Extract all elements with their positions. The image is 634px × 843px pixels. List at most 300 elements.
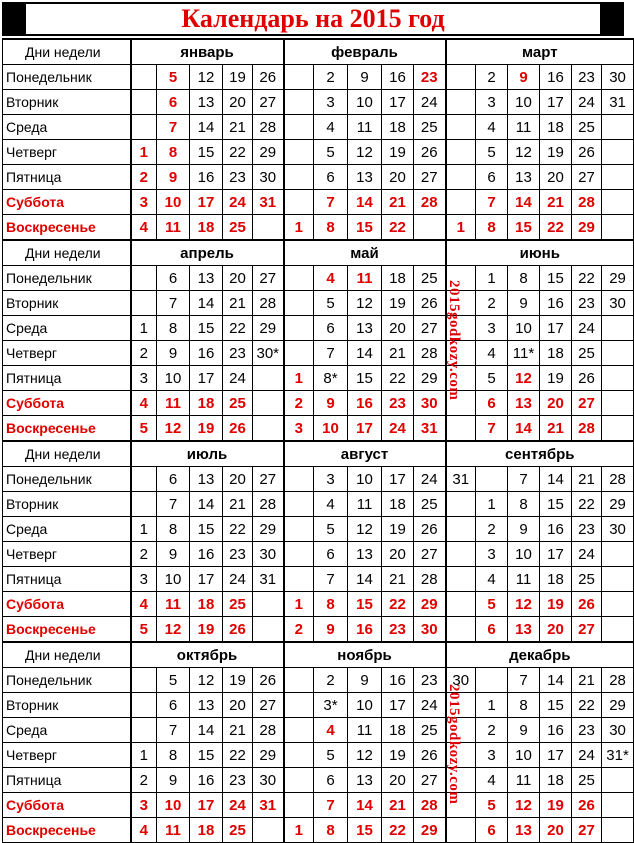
day-cell: 5	[476, 592, 508, 617]
day-cell: 14	[540, 668, 572, 693]
day-cell: 30	[602, 718, 634, 743]
day-cell: 14	[348, 341, 382, 366]
day-cell	[131, 718, 157, 743]
day-cell	[284, 743, 314, 768]
day-cell: 15	[190, 517, 223, 542]
weekday-row	[3, 190, 634, 215]
day-cell: 9	[508, 517, 540, 542]
day-cell	[446, 492, 476, 517]
day-cell	[602, 416, 634, 442]
day-cell: 12	[348, 140, 382, 165]
day-cell: 17	[540, 743, 572, 768]
day-cell: 7	[314, 341, 348, 366]
weekday-row	[3, 316, 634, 341]
weekday-label: Понедельник	[3, 65, 131, 90]
day-cell: 30	[253, 768, 284, 793]
day-cell: 7	[314, 793, 348, 818]
day-cell: 14	[348, 793, 382, 818]
day-cell: 27	[414, 316, 446, 341]
day-cell: 21	[223, 291, 253, 316]
day-cell: 24	[382, 416, 414, 442]
day-cell: 15	[190, 316, 223, 341]
day-cell	[253, 391, 284, 416]
day-cell: 28	[602, 467, 634, 492]
day-cell: 14	[348, 190, 382, 215]
day-cell: 17	[540, 316, 572, 341]
day-cell: 2	[131, 542, 157, 567]
page-title: Календарь на 2015 год	[181, 4, 445, 33]
day-cell: 11	[348, 718, 382, 743]
day-cell: 11	[157, 592, 190, 617]
day-cell: 9	[157, 341, 190, 366]
day-cell: 22	[572, 266, 602, 291]
day-cell: 7	[157, 492, 190, 517]
day-cell: 25	[414, 266, 446, 291]
day-cell: 1	[131, 517, 157, 542]
month-name: июль	[131, 441, 284, 467]
day-cell: 3	[314, 467, 348, 492]
day-cell: 6	[314, 316, 348, 341]
day-cell: 14	[508, 416, 540, 442]
day-cell: 29	[572, 215, 602, 241]
day-cell: 6	[314, 542, 348, 567]
weekday-header: Дни недели	[3, 39, 131, 65]
day-cell: 30	[446, 668, 476, 693]
day-cell: 30	[602, 517, 634, 542]
day-cell: 5	[157, 65, 190, 90]
day-cell: 15	[190, 743, 223, 768]
day-cell: 28	[602, 668, 634, 693]
day-cell: 13	[508, 818, 540, 843]
day-cell: 16	[382, 668, 414, 693]
day-cell	[446, 818, 476, 843]
day-cell: 24	[414, 467, 446, 492]
weekday-label: Понедельник	[3, 266, 131, 291]
day-cell: 20	[382, 165, 414, 190]
day-cell: 13	[348, 768, 382, 793]
day-cell: 17	[382, 90, 414, 115]
day-cell: 31	[602, 90, 634, 115]
day-cell: 29	[253, 743, 284, 768]
day-cell	[131, 291, 157, 316]
day-cell: 6	[157, 467, 190, 492]
day-cell: 24	[572, 316, 602, 341]
day-cell	[602, 818, 634, 843]
day-cell: 18	[382, 492, 414, 517]
watermark-top: 2015godkozy.com	[446, 280, 462, 401]
weekday-label: Вторник	[3, 492, 131, 517]
day-cell: 13	[508, 165, 540, 190]
day-cell	[284, 291, 314, 316]
day-cell: 23	[382, 391, 414, 416]
day-cell: 28	[414, 567, 446, 592]
day-cell	[602, 115, 634, 140]
day-cell: 19	[540, 793, 572, 818]
day-cell: 16	[190, 768, 223, 793]
day-cell: 26	[572, 592, 602, 617]
day-cell	[446, 190, 476, 215]
day-cell: 3	[476, 316, 508, 341]
weekday-label: Пятница	[3, 366, 131, 391]
day-cell: 27	[572, 391, 602, 416]
day-cell	[284, 668, 314, 693]
day-cell: 10	[157, 793, 190, 818]
day-cell: 18	[382, 266, 414, 291]
day-cell: 3	[131, 567, 157, 592]
day-cell: 15	[540, 266, 572, 291]
day-cell: 29	[602, 693, 634, 718]
day-cell: 21	[223, 492, 253, 517]
weekday-row	[3, 542, 634, 567]
weekday-row	[3, 291, 634, 316]
day-cell: 17	[382, 693, 414, 718]
day-cell: 5	[476, 366, 508, 391]
day-cell: 12	[190, 668, 223, 693]
day-cell: 19	[382, 517, 414, 542]
weekday-label: Четверг	[3, 341, 131, 366]
day-cell: 26	[572, 366, 602, 391]
day-cell: 1	[476, 693, 508, 718]
day-cell	[284, 140, 314, 165]
day-cell: 24	[223, 793, 253, 818]
day-cell: 17	[382, 467, 414, 492]
day-cell: 6	[476, 391, 508, 416]
day-cell: 16	[540, 718, 572, 743]
day-cell: 4	[131, 592, 157, 617]
day-cell: 11	[508, 567, 540, 592]
weekday-row	[3, 768, 634, 793]
day-cell: 26	[223, 617, 253, 643]
watermark-bottom: 2015godkozy.com	[446, 684, 462, 805]
day-cell: 7	[476, 190, 508, 215]
day-cell	[446, 592, 476, 617]
weekday-row	[3, 567, 634, 592]
day-cell: 6	[157, 90, 190, 115]
weekday-row	[3, 416, 634, 442]
calendar-frame	[2, 2, 629, 839]
day-cell: 28	[253, 291, 284, 316]
day-cell: 8*	[314, 366, 348, 391]
day-cell	[602, 567, 634, 592]
day-cell: 23	[223, 341, 253, 366]
day-cell: 1	[131, 140, 157, 165]
day-cell: 10	[348, 693, 382, 718]
weekday-label: Воскресенье	[3, 818, 131, 843]
day-cell: 14	[540, 467, 572, 492]
day-cell: 1	[131, 316, 157, 341]
weekday-header: Дни недели	[3, 441, 131, 467]
day-cell: 5	[476, 793, 508, 818]
day-cell: 27	[253, 467, 284, 492]
day-cell: 26	[253, 668, 284, 693]
weekday-label: Понедельник	[3, 668, 131, 693]
day-cell: 11	[508, 115, 540, 140]
day-cell	[284, 266, 314, 291]
day-cell: 23	[223, 165, 253, 190]
day-cell: 3	[476, 542, 508, 567]
day-cell: 18	[190, 592, 223, 617]
day-cell	[602, 140, 634, 165]
month-name: август	[284, 441, 446, 467]
day-cell: 21	[540, 190, 572, 215]
day-cell: 11	[348, 492, 382, 517]
day-cell: 18	[540, 115, 572, 140]
day-cell: 1	[284, 592, 314, 617]
day-cell	[284, 190, 314, 215]
day-cell: 23	[572, 65, 602, 90]
day-cell: 13	[190, 467, 223, 492]
weekday-label: Суббота	[3, 592, 131, 617]
day-cell: 20	[223, 90, 253, 115]
day-cell: 2	[476, 65, 508, 90]
day-cell: 11*	[508, 341, 540, 366]
day-cell: 28	[253, 718, 284, 743]
day-cell: 8	[157, 517, 190, 542]
day-cell: 18	[190, 215, 223, 241]
day-cell: 7	[157, 115, 190, 140]
day-cell	[253, 366, 284, 391]
day-cell: 30	[253, 542, 284, 567]
day-cell: 23	[572, 291, 602, 316]
weekday-row	[3, 743, 634, 768]
day-cell: 2	[131, 165, 157, 190]
day-cell	[284, 718, 314, 743]
day-cell: 31	[253, 793, 284, 818]
day-cell: 14	[348, 567, 382, 592]
day-cell	[284, 517, 314, 542]
day-cell: 10	[157, 190, 190, 215]
day-cell: 23	[414, 668, 446, 693]
day-cell	[602, 793, 634, 818]
day-cell: 15	[348, 366, 382, 391]
day-cell: 20	[223, 266, 253, 291]
day-cell	[446, 165, 476, 190]
weekday-label: Вторник	[3, 693, 131, 718]
day-cell: 21	[382, 793, 414, 818]
day-cell: 30*	[253, 341, 284, 366]
day-cell: 3	[131, 190, 157, 215]
day-cell: 11	[508, 768, 540, 793]
day-cell	[446, 567, 476, 592]
day-cell: 6	[314, 768, 348, 793]
day-cell: 4	[314, 492, 348, 517]
day-cell	[131, 65, 157, 90]
day-cell: 22	[382, 366, 414, 391]
weekday-label: Суббота	[3, 391, 131, 416]
day-cell	[131, 115, 157, 140]
day-cell: 4	[476, 768, 508, 793]
day-cell: 23	[223, 542, 253, 567]
day-cell: 27	[253, 90, 284, 115]
day-cell	[446, 517, 476, 542]
day-cell: 4	[314, 266, 348, 291]
day-cell: 3	[284, 416, 314, 442]
day-cell: 2	[476, 517, 508, 542]
month-name: сентябрь	[446, 441, 634, 467]
day-cell: 21	[382, 190, 414, 215]
weekday-row	[3, 341, 634, 366]
day-cell: 16	[190, 542, 223, 567]
day-cell: 17	[190, 190, 223, 215]
day-cell: 29	[602, 266, 634, 291]
day-cell: 24	[414, 693, 446, 718]
day-cell: 4	[476, 341, 508, 366]
day-cell: 30	[602, 291, 634, 316]
day-cell: 26	[572, 140, 602, 165]
day-cell: 4	[314, 718, 348, 743]
day-cell	[446, 542, 476, 567]
day-cell: 5	[131, 416, 157, 442]
day-cell: 9	[348, 65, 382, 90]
day-cell: 13	[508, 391, 540, 416]
day-cell: 17	[540, 542, 572, 567]
day-cell: 12	[508, 793, 540, 818]
day-cell: 22	[223, 743, 253, 768]
day-cell: 7	[157, 718, 190, 743]
day-cell: 13	[508, 617, 540, 643]
day-cell: 8	[314, 215, 348, 241]
day-cell: 4	[476, 115, 508, 140]
day-cell	[602, 592, 634, 617]
day-cell: 6	[157, 266, 190, 291]
day-cell: 2	[284, 617, 314, 643]
day-cell: 12	[508, 366, 540, 391]
day-cell: 24	[572, 542, 602, 567]
day-cell: 7	[314, 567, 348, 592]
weekday-row	[3, 517, 634, 542]
day-cell: 9	[508, 718, 540, 743]
day-cell: 24	[572, 743, 602, 768]
day-cell: 13	[348, 542, 382, 567]
day-cell: 9	[314, 391, 348, 416]
day-cell	[446, 617, 476, 643]
day-cell: 22	[223, 316, 253, 341]
day-cell: 11	[157, 215, 190, 241]
day-cell: 18	[382, 115, 414, 140]
day-cell: 8	[314, 592, 348, 617]
day-cell: 22	[572, 492, 602, 517]
day-cell: 20	[382, 768, 414, 793]
day-cell	[602, 190, 634, 215]
day-cell: 8	[157, 743, 190, 768]
day-cell: 21	[223, 718, 253, 743]
day-cell: 17	[190, 366, 223, 391]
day-cell	[284, 693, 314, 718]
day-cell: 9	[348, 668, 382, 693]
day-cell: 6	[476, 165, 508, 190]
weekday-row	[3, 366, 634, 391]
weekday-row	[3, 617, 634, 643]
day-cell: 3	[314, 90, 348, 115]
day-cell: 19	[190, 416, 223, 442]
weekday-row	[3, 90, 634, 115]
weekday-row	[3, 492, 634, 517]
day-cell	[284, 316, 314, 341]
day-cell	[131, 668, 157, 693]
day-cell: 23	[572, 718, 602, 743]
day-cell	[602, 316, 634, 341]
day-cell: 9	[508, 291, 540, 316]
day-cell	[446, 90, 476, 115]
weekday-label: Среда	[3, 718, 131, 743]
day-cell: 20	[540, 818, 572, 843]
day-cell: 7	[157, 291, 190, 316]
weekday-row	[3, 140, 634, 165]
day-cell: 17	[348, 416, 382, 442]
day-cell	[253, 818, 284, 843]
day-cell	[602, 391, 634, 416]
day-cell	[602, 341, 634, 366]
day-cell: 27	[414, 768, 446, 793]
day-cell: 23	[572, 517, 602, 542]
weekday-row	[3, 165, 634, 190]
day-cell: 31	[446, 467, 476, 492]
day-cell: 22	[540, 215, 572, 241]
day-cell	[446, 416, 476, 442]
day-cell: 11	[348, 266, 382, 291]
day-cell: 10	[508, 542, 540, 567]
weekday-header: Дни недели	[3, 240, 131, 266]
day-cell: 8	[157, 316, 190, 341]
month-name: июнь	[446, 240, 634, 266]
day-cell: 25	[223, 391, 253, 416]
day-cell	[284, 165, 314, 190]
day-cell: 5	[131, 617, 157, 643]
day-cell: 25	[223, 592, 253, 617]
day-cell: 21	[540, 416, 572, 442]
day-cell: 6	[314, 165, 348, 190]
day-cell	[284, 90, 314, 115]
day-cell: 29	[253, 316, 284, 341]
day-cell: 2	[131, 768, 157, 793]
day-cell: 10	[508, 90, 540, 115]
day-cell: 9	[157, 768, 190, 793]
month-name: апрель	[131, 240, 284, 266]
month-name: октябрь	[131, 642, 284, 668]
day-cell: 26	[414, 291, 446, 316]
weekday-label: Четверг	[3, 140, 131, 165]
day-cell: 24	[223, 366, 253, 391]
day-cell: 3*	[314, 693, 348, 718]
day-cell: 7	[314, 190, 348, 215]
day-cell: 25	[414, 718, 446, 743]
weekday-row	[3, 793, 634, 818]
weekday-label: Четверг	[3, 743, 131, 768]
day-cell: 30	[414, 617, 446, 643]
day-cell: 10	[508, 743, 540, 768]
day-cell: 21	[223, 115, 253, 140]
day-cell: 9	[157, 542, 190, 567]
day-cell: 7	[508, 467, 540, 492]
day-cell: 6	[476, 617, 508, 643]
day-cell: 30	[602, 65, 634, 90]
day-cell	[284, 115, 314, 140]
day-cell: 7	[476, 416, 508, 442]
day-cell: 1	[476, 266, 508, 291]
day-cell: 5	[314, 291, 348, 316]
day-cell: 21	[382, 567, 414, 592]
month-name: январь	[131, 39, 284, 65]
day-cell: 2	[284, 391, 314, 416]
day-cell: 25	[223, 215, 253, 241]
day-cell	[253, 416, 284, 442]
day-cell: 19	[540, 140, 572, 165]
day-cell: 31	[253, 190, 284, 215]
weekday-label: Среда	[3, 517, 131, 542]
weekday-label: Воскресенье	[3, 617, 131, 643]
title-bar-left	[4, 4, 26, 34]
day-cell: 25	[414, 115, 446, 140]
